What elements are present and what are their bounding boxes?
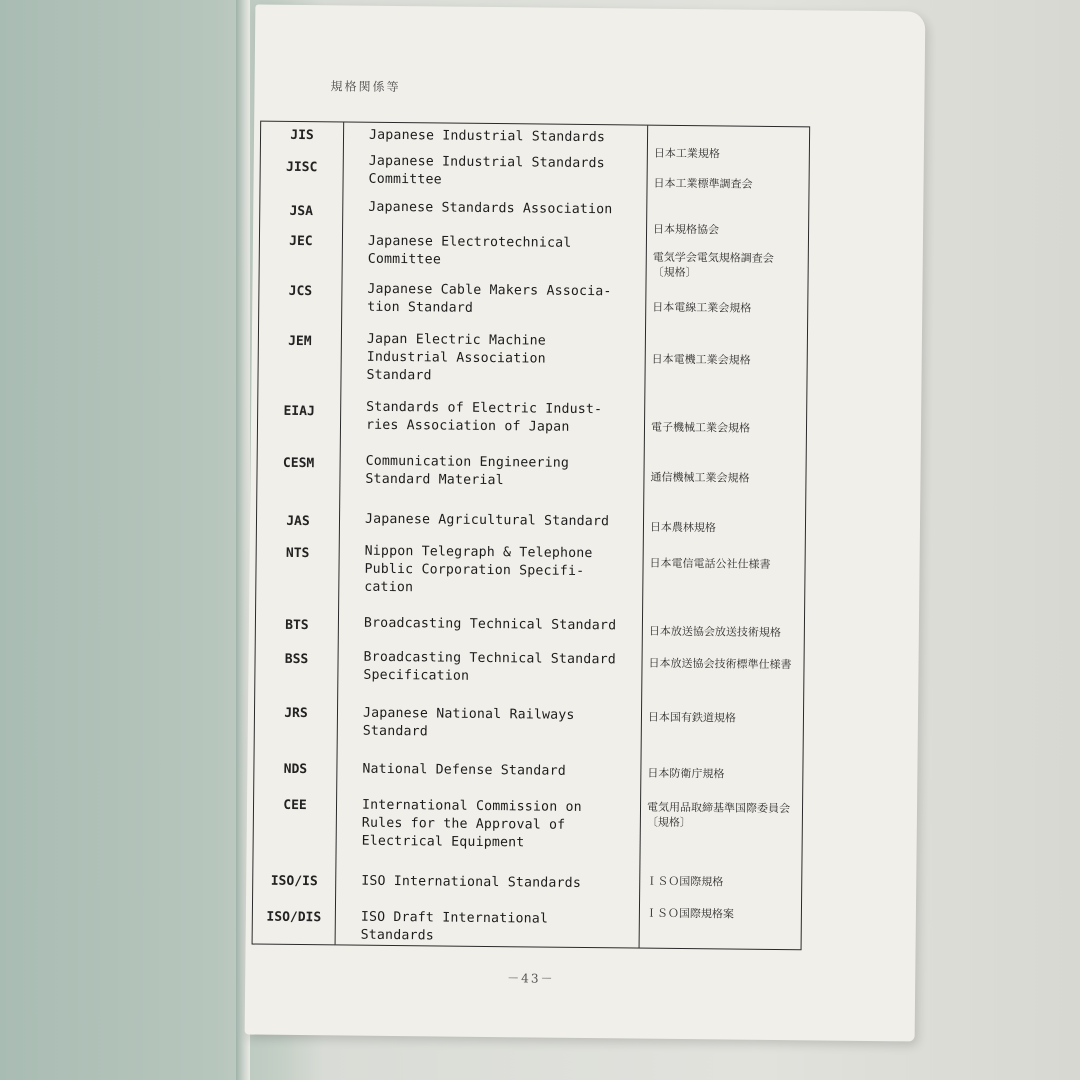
code-cell: JCS <box>288 283 313 300</box>
japanese-cell: 日本放送協会技術標準仕様書 <box>648 656 792 672</box>
japanese-cell: 日本国有鉄道規格 <box>647 710 737 725</box>
japanese-cell: 電気学会電気規格調査会 〔規格〕 <box>652 250 774 280</box>
name-cell: Japanese Standards Association <box>368 199 613 218</box>
code-cell: BSS <box>284 651 309 668</box>
japanese-cell: 日本工業規格 <box>653 146 720 161</box>
japanese-cell: 日本電機工業会規格 <box>651 352 751 367</box>
code-cell: CESM <box>282 455 315 472</box>
code-cell: JAS <box>286 513 310 530</box>
name-cell: Communication Engineering Standard Material <box>365 453 570 489</box>
name-cell: Japanese Industrial Standards <box>368 127 606 146</box>
page-number: －43－ <box>507 971 555 986</box>
code-cell: JEC <box>289 233 313 250</box>
name-cell: Japan Electric Machine Industrial Association Standard <box>366 331 547 384</box>
name-cell: Broadcasting Technical Standard <box>363 615 617 634</box>
code-cell: ISO/IS <box>270 873 318 890</box>
name-cell: Japanese Agricultural Standard <box>364 511 610 530</box>
japanese-cell: 通信機械工業会規格 <box>650 470 750 485</box>
name-cell: Japanese Industrial Standards Committee <box>368 153 605 188</box>
name-cell: Broadcasting Technical Standard Specification <box>363 649 616 684</box>
name-cell: International Commission on Rules for the Approval of Electrical Equipment <box>361 797 582 851</box>
code-cell: JIS <box>290 127 314 144</box>
japanese-cell: 日本規格協会 <box>653 222 720 237</box>
code-cell: JSA <box>289 203 314 220</box>
code-cell: JISC <box>285 159 318 176</box>
name-cell: Nippon Telegraph & Telephone Public Corporation Specifi- cation <box>364 543 593 596</box>
name-cell: Japanese Electrotechnical Committee <box>367 233 572 268</box>
code-cell: CEE <box>283 797 307 814</box>
name-cell: Japanese National Railways Standard <box>362 705 575 740</box>
japanese-cell: 電子機械工業会規格 <box>650 420 751 435</box>
name-cell: Japanese Cable Makers Associa- tion Standard <box>367 281 612 316</box>
japanese-cell: 電気用品取締基準国際委員会 〔規格〕 <box>646 800 791 830</box>
japanese-cell: ＩＳＯ国際規格 <box>646 874 724 889</box>
code-cell: NDS <box>283 761 308 778</box>
name-cell: ISO Draft International Standards <box>360 909 549 944</box>
code-cell: JRS <box>284 705 308 722</box>
japanese-cell: 日本電信電話公社仕様書 <box>649 556 771 571</box>
name-cell: Standards of Electric Indust- ries Association of Japan <box>365 399 603 435</box>
japanese-cell: 日本農林規格 <box>649 520 717 535</box>
japanese-cell: 日本防衛庁規格 <box>647 766 725 781</box>
code-cell: ISO/DIS <box>266 909 322 926</box>
japanese-cell: 日本電線工業会規格 <box>652 300 752 315</box>
name-cell: National Defense Standard <box>362 761 566 779</box>
code-cell: JEM <box>288 333 312 350</box>
japanese-cell: ＩＳＯ国際規格案 <box>645 906 734 921</box>
document-page <box>245 5 926 1042</box>
running-head: 規格関係等 <box>330 79 401 95</box>
code-cell: NTS <box>285 545 310 562</box>
japanese-cell: 日本工業標準調査会 <box>653 176 753 191</box>
japanese-cell: 日本放送協会放送技術規格 <box>648 624 781 640</box>
code-cell: BTS <box>285 617 309 634</box>
code-cell: EIAJ <box>283 403 315 420</box>
name-cell: ISO International Standards <box>361 873 582 891</box>
standards-table <box>252 121 811 951</box>
